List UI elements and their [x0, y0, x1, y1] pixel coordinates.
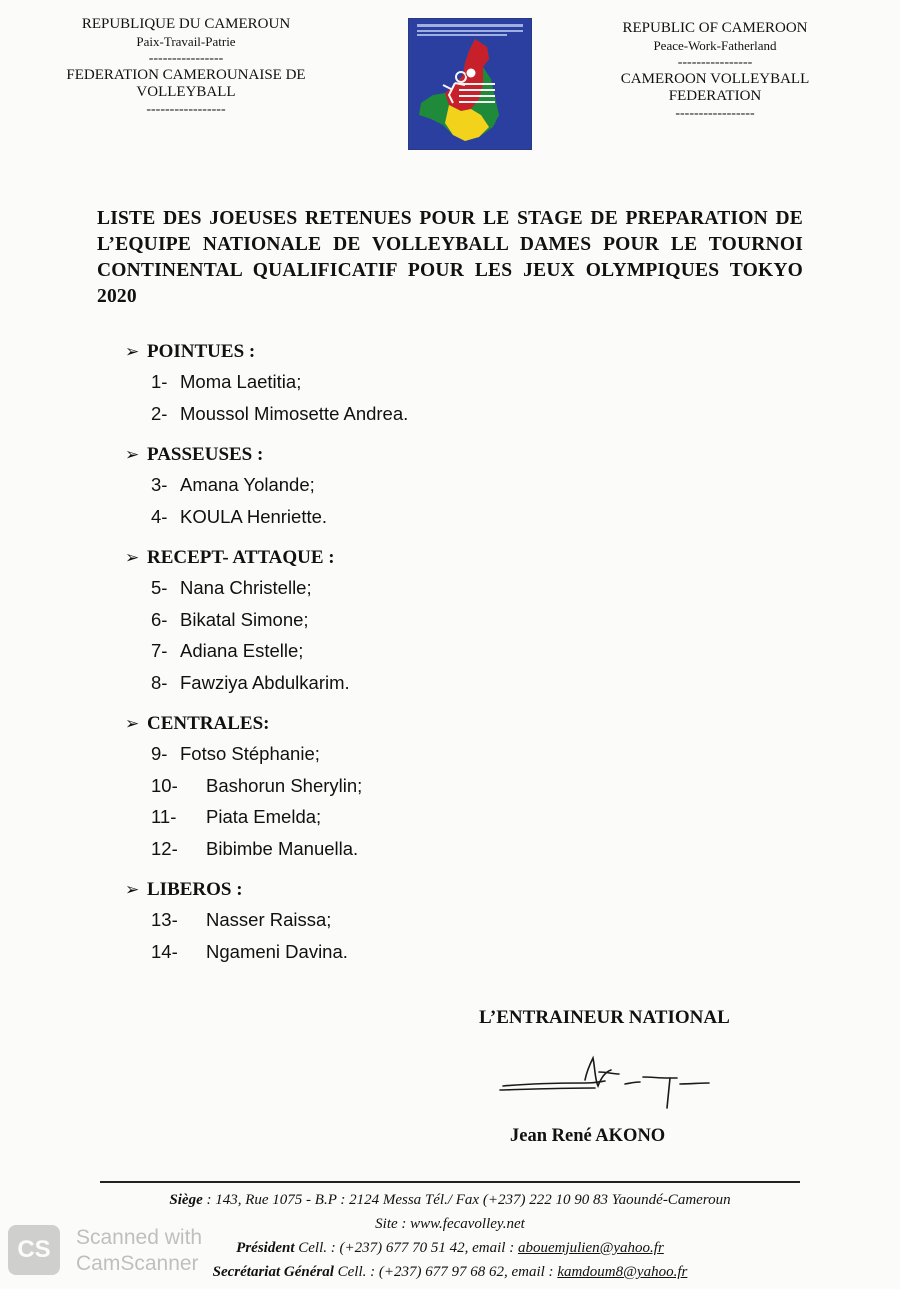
- player-item: [125, 904, 725, 936]
- player-item: [125, 398, 725, 430]
- header-left-federation-line2: VOLLEYBALL: [136, 84, 236, 100]
- player-item: [125, 501, 725, 533]
- player-number: 10-: [151, 774, 178, 796]
- player-item: [125, 469, 725, 501]
- player-item: [125, 801, 725, 833]
- header-right-federation-line1: CAMEROON VOLLEYBALL: [620, 71, 810, 87]
- player-group: [125, 544, 725, 698]
- player-group: [125, 441, 725, 532]
- arrow-bullet-icon: ➢: [125, 445, 140, 464]
- player-item: [125, 667, 725, 699]
- header-right-motto: Peace-Work-Fatherland: [653, 38, 777, 53]
- header-right-separator: ----------------: [677, 55, 753, 70]
- player-name: KOULA Henriette.: [180, 505, 328, 527]
- arrow-bullet-icon: ➢: [125, 714, 140, 733]
- secretariat-label: Secrétariat Général: [212, 1264, 334, 1280]
- siege-label: Siège: [169, 1192, 203, 1208]
- player-name: Adiana Estelle;: [180, 640, 304, 661]
- group-heading: [125, 441, 725, 469]
- player-item: [125, 770, 725, 802]
- group-label: CENTRALES:: [147, 713, 270, 734]
- header-left-separator-2: -----------------: [146, 102, 226, 117]
- watermark-text: [76, 1225, 202, 1277]
- arrow-bullet-icon: ➢: [125, 342, 140, 361]
- player-item: [125, 738, 725, 770]
- player-groups: [125, 338, 725, 979]
- player-name: Bibimbe Manuella.: [206, 837, 359, 859]
- player-number: 3-: [151, 474, 168, 495]
- secretariat-text: Cell. : (+237) 677 97 68 62, email :: [337, 1264, 554, 1280]
- player-number: 5-: [151, 577, 168, 598]
- player-number: 7-: [151, 640, 168, 661]
- player-name: Fawziya Abdulkarim.: [180, 671, 350, 693]
- group-label: POINTUES :: [147, 341, 256, 362]
- coach-role: L’ENTRAINEUR NATIONAL: [479, 1007, 730, 1028]
- arrow-bullet-icon: ➢: [125, 880, 140, 899]
- player-number: 8-: [151, 671, 168, 693]
- player-number: 9-: [151, 743, 168, 764]
- arrow-bullet-icon: ➢: [125, 548, 140, 567]
- group-label: RECEPT- ATTAQUE :: [147, 547, 335, 568]
- player-number: 13-: [151, 909, 178, 930]
- president-label: Président: [236, 1240, 295, 1256]
- player-name: Nasser Raissa;: [206, 909, 332, 930]
- siege-text: : 143, Rue 1075 - B.P : 2124 Messa Tél./ Fax (+237) 222 10 90 83 Yaoundé-Cameroun: [206, 1192, 731, 1208]
- federation-logo: [408, 18, 532, 150]
- player-number: 1-: [151, 371, 168, 392]
- footer-site: Site : www.fecavolley.net: [375, 1216, 525, 1232]
- group-label: LIBEROS :: [147, 879, 243, 900]
- scanner-watermark: [8, 1225, 208, 1281]
- player-name: Fotso Stéphanie;: [180, 743, 320, 764]
- player-number: 11-: [151, 806, 177, 827]
- player-group: [125, 876, 725, 967]
- header-left-motto: Paix-Travail-Patrie: [136, 34, 236, 49]
- player-name: Moussol Mimosette Andrea.: [180, 402, 409, 424]
- player-group: [125, 338, 725, 429]
- group-heading: [125, 544, 725, 572]
- player-item: [125, 604, 725, 636]
- player-number: 12-: [151, 837, 178, 859]
- player-number: 6-: [151, 608, 168, 630]
- player-number: 2-: [151, 402, 168, 424]
- player-name: Amana Yolande;: [180, 474, 315, 495]
- watermark-line2: CamScanner: [76, 1252, 199, 1275]
- coach-name: Jean René AKONO: [510, 1126, 666, 1146]
- watermark-line1: Scanned with: [76, 1226, 203, 1249]
- camscanner-icon: CS: [8, 1225, 60, 1275]
- player-name: Moma Laetitia;: [180, 371, 302, 392]
- player-number: 4-: [151, 505, 168, 527]
- president-text: Cell. : (+237) 677 70 51 42, email :: [298, 1240, 515, 1256]
- footer-address: [100, 1188, 800, 1212]
- handwritten-signature: [495, 1050, 720, 1118]
- player-item: [125, 572, 725, 604]
- secretariat-email[interactable]: kamdoum8@yahoo.fr: [557, 1264, 688, 1280]
- header-left-federation-line1: FEDERATION CAMEROUNAISE DE: [66, 67, 306, 83]
- header-right-federation-line2: FEDERATION: [668, 88, 762, 104]
- player-item: [125, 833, 725, 865]
- federation-logo-graphic: [409, 19, 531, 149]
- player-name: Bikatal Simone;: [180, 608, 309, 630]
- group-heading: [125, 876, 725, 904]
- header-left-country: REPUBLIQUE DU CAMEROUN: [81, 16, 291, 32]
- group-heading: [125, 710, 725, 738]
- header-left-separator: ----------------: [148, 51, 224, 66]
- header-left: [55, 16, 317, 118]
- player-group: [125, 710, 725, 864]
- president-email[interactable]: abouemjulien@yahoo.fr: [517, 1240, 664, 1256]
- header-right: [590, 20, 840, 122]
- footer-divider: [100, 1181, 800, 1183]
- player-name: Bashorun Sherylin;: [206, 774, 363, 796]
- player-name: Ngameni Davina.: [206, 940, 348, 962]
- player-name: Nana Christelle;: [180, 577, 312, 598]
- group-label: PASSEUSES :: [147, 444, 264, 465]
- player-item: [125, 936, 725, 968]
- player-number: 14-: [151, 940, 178, 962]
- header-right-country: REPUBLIC OF CAMEROON: [622, 20, 808, 36]
- player-item: [125, 366, 725, 398]
- document-title: LISTE DES JOEUSES RETENUES POUR LE STAGE DE PREPARATION DE L’EQUIPE NATIONALE DE VOLLEYBALL DAMES POUR LE TOURNOI CONTINENTAL QUALIFICATIF POUR LES JEUX OLYMPIQUES TOKYO 2020: [97, 208, 803, 307]
- player-name: Piata Emelda;: [206, 806, 322, 827]
- group-heading: [125, 338, 725, 366]
- header-right-separator-2: -----------------: [675, 106, 755, 121]
- player-item: [125, 635, 725, 667]
